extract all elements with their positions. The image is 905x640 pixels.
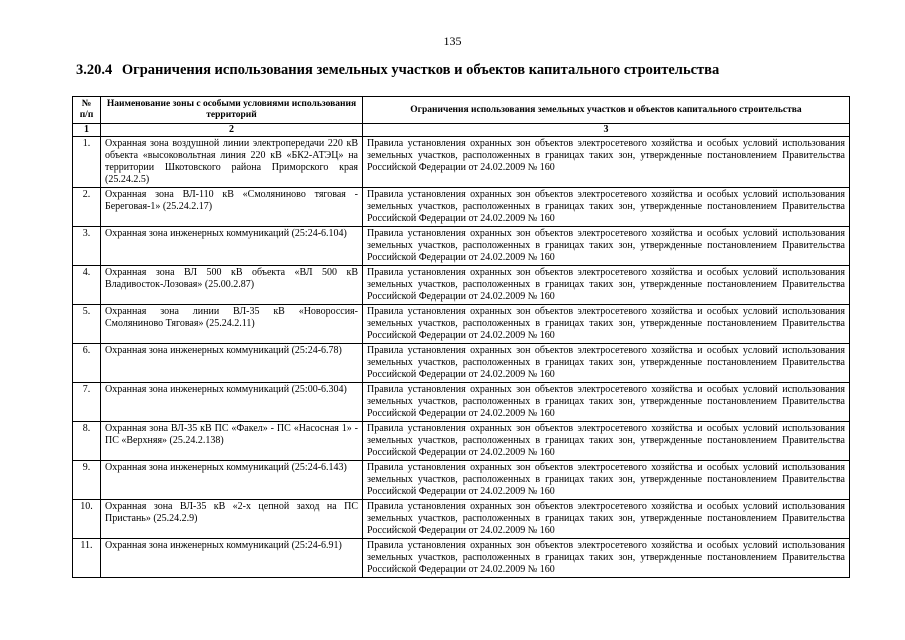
- row-number: 6.: [73, 344, 101, 383]
- zone-name: Охранная зона ВЛ 500 кВ объекта «ВЛ 500 кВ Владивосток-Лозовая» (25.00.2.87): [101, 266, 363, 305]
- row-number: 5.: [73, 305, 101, 344]
- restriction-text: Правила установления охранных зон объектов электросетевого хозяйства и особых условий использования земельных участков, расположенных в границах таких зон, утвержденные постановлением Правительства Российской Федерации от 24.02.2009 № 160: [363, 137, 850, 188]
- page-number: 135: [443, 34, 462, 48]
- column-index: 2: [101, 124, 363, 137]
- zone-name: Охранная зона воздушной линии электропередачи 220 кВ объекта «высоковольтная линия 220 кВ «БК2-АТЭЦ» на территории Шкотовского района Приморского края (25.24.2.5): [101, 137, 363, 188]
- table-row: [73, 188, 850, 227]
- header-num: № п/п: [73, 97, 101, 124]
- section-title: Ограничения использования земельных участков и объектов капитального строительства: [121, 62, 720, 78]
- row-number: 3.: [73, 227, 101, 266]
- row-number: 2.: [73, 188, 101, 227]
- section-heading: [76, 62, 719, 79]
- zone-name: Охранная зона ВЛ-35 кВ «2-х цепной заход на ПС Пристань» (25.24.2.9): [101, 500, 363, 539]
- table-row: [73, 137, 850, 188]
- column-index: 1: [73, 124, 101, 137]
- restriction-text: Правила установления охранных зон объектов электросетевого хозяйства и особых условий использования земельных участков, расположенных в границах таких зон, утвержденные постановлением Правительства Российской Федерации от 24.02.2009 № 160: [363, 266, 850, 305]
- table-row: [73, 500, 850, 539]
- restrictions-table: [72, 96, 850, 578]
- row-number: 8.: [73, 422, 101, 461]
- header-restriction: Ограничения использования земельных участков и объектов капитального строительства: [363, 97, 850, 124]
- table-row: [73, 422, 850, 461]
- zone-name: Охранная зона инженерных коммуникаций (25:24-6.104): [101, 227, 363, 266]
- restriction-text: Правила установления охранных зон объектов электросетевого хозяйства и особых условий использования земельных участков, расположенных в границах таких зон, утвержденные постановлением Правительства Российской Федерации от 24.02.2009 № 160: [363, 422, 850, 461]
- restriction-text: Правила установления охранных зон объектов электросетевого хозяйства и особых условий использования земельных участков, расположенных в границах таких зон, утвержденные постановлением Правительства Российской Федерации от 24.02.2009 № 160: [363, 461, 850, 500]
- row-number: 1.: [73, 137, 101, 188]
- column-index-row: [73, 124, 850, 137]
- table-row: [73, 539, 850, 578]
- zone-name: Охранная зона инженерных коммуникаций (25:24-6.91): [101, 539, 363, 578]
- table-header-row: [73, 97, 850, 124]
- restriction-text: Правила установления охранных зон объектов электросетевого хозяйства и особых условий использования земельных участков, расположенных в границах таких зон, утвержденные постановлением Правительства Российской Федерации от 24.02.2009 № 160: [363, 344, 850, 383]
- zone-name: Охранная зона ВЛ-110 кВ «Смоляниново тяговая - Береговая-1» (25.24.2.17): [101, 188, 363, 227]
- row-number: 7.: [73, 383, 101, 422]
- restriction-text: Правила установления охранных зон объектов электросетевого хозяйства и особых условий использования земельных участков, расположенных в границах таких зон, утвержденные постановлением Правительства Российской Федерации от 24.02.2009 № 160: [363, 383, 850, 422]
- row-number: 4.: [73, 266, 101, 305]
- restriction-text: Правила установления охранных зон объектов электросетевого хозяйства и особых условий использования земельных участков, расположенных в границах таких зон, утвержденные постановлением Правительства Российской Федерации от 24.02.2009 № 160: [363, 227, 850, 266]
- restriction-text: Правила установления охранных зон объектов электросетевого хозяйства и особых условий использования земельных участков, расположенных в границах таких зон, утвержденные постановлением Правительства Российской Федерации от 24.02.2009 № 160: [363, 539, 850, 578]
- row-number: 9.: [73, 461, 101, 500]
- zone-name: Охранная зона инженерных коммуникаций (25:24-6.143): [101, 461, 363, 500]
- table-row: [73, 383, 850, 422]
- table-row: [73, 461, 850, 500]
- table-row: [73, 266, 850, 305]
- header-zone: Наименование зоны с особыми условиями использования территорий: [101, 97, 363, 124]
- zone-name: Охранная зона инженерных коммуникаций (25:24-6.78): [101, 344, 363, 383]
- zone-name: Охранная зона линии ВЛ-35 кВ «Новороссия-Смоляниново Тяговая» (25.24.2.11): [101, 305, 363, 344]
- restriction-text: Правила установления охранных зон объектов электросетевого хозяйства и особых условий использования земельных участков, расположенных в границах таких зон, утвержденные постановлением Правительства Российской Федерации от 24.02.2009 № 160: [363, 500, 850, 539]
- table-row: [73, 227, 850, 266]
- table-row: [73, 344, 850, 383]
- row-number: 10.: [73, 500, 101, 539]
- table-row: [73, 305, 850, 344]
- restriction-text: Правила установления охранных зон объектов электросетевого хозяйства и особых условий использования земельных участков, расположенных в границах таких зон, утвержденные постановлением Правительства Российской Федерации от 24.02.2009 № 160: [363, 188, 850, 227]
- zone-name: Охранная зона ВЛ-35 кВ ПС «Факел» - ПС «Насосная 1» - ПС «Верхняя» (25.24.2.138): [101, 422, 363, 461]
- column-index: 3: [363, 124, 850, 137]
- restriction-text: Правила установления охранных зон объектов электросетевого хозяйства и особых условий использования земельных участков, расположенных в границах таких зон, утвержденные постановлением Правительства Российской Федерации от 24.02.2009 № 160: [363, 305, 850, 344]
- section-number: 3.20.4: [76, 62, 113, 78]
- zone-name: Охранная зона инженерных коммуникаций (25:00-6.304): [101, 383, 363, 422]
- row-number: 11.: [73, 539, 101, 578]
